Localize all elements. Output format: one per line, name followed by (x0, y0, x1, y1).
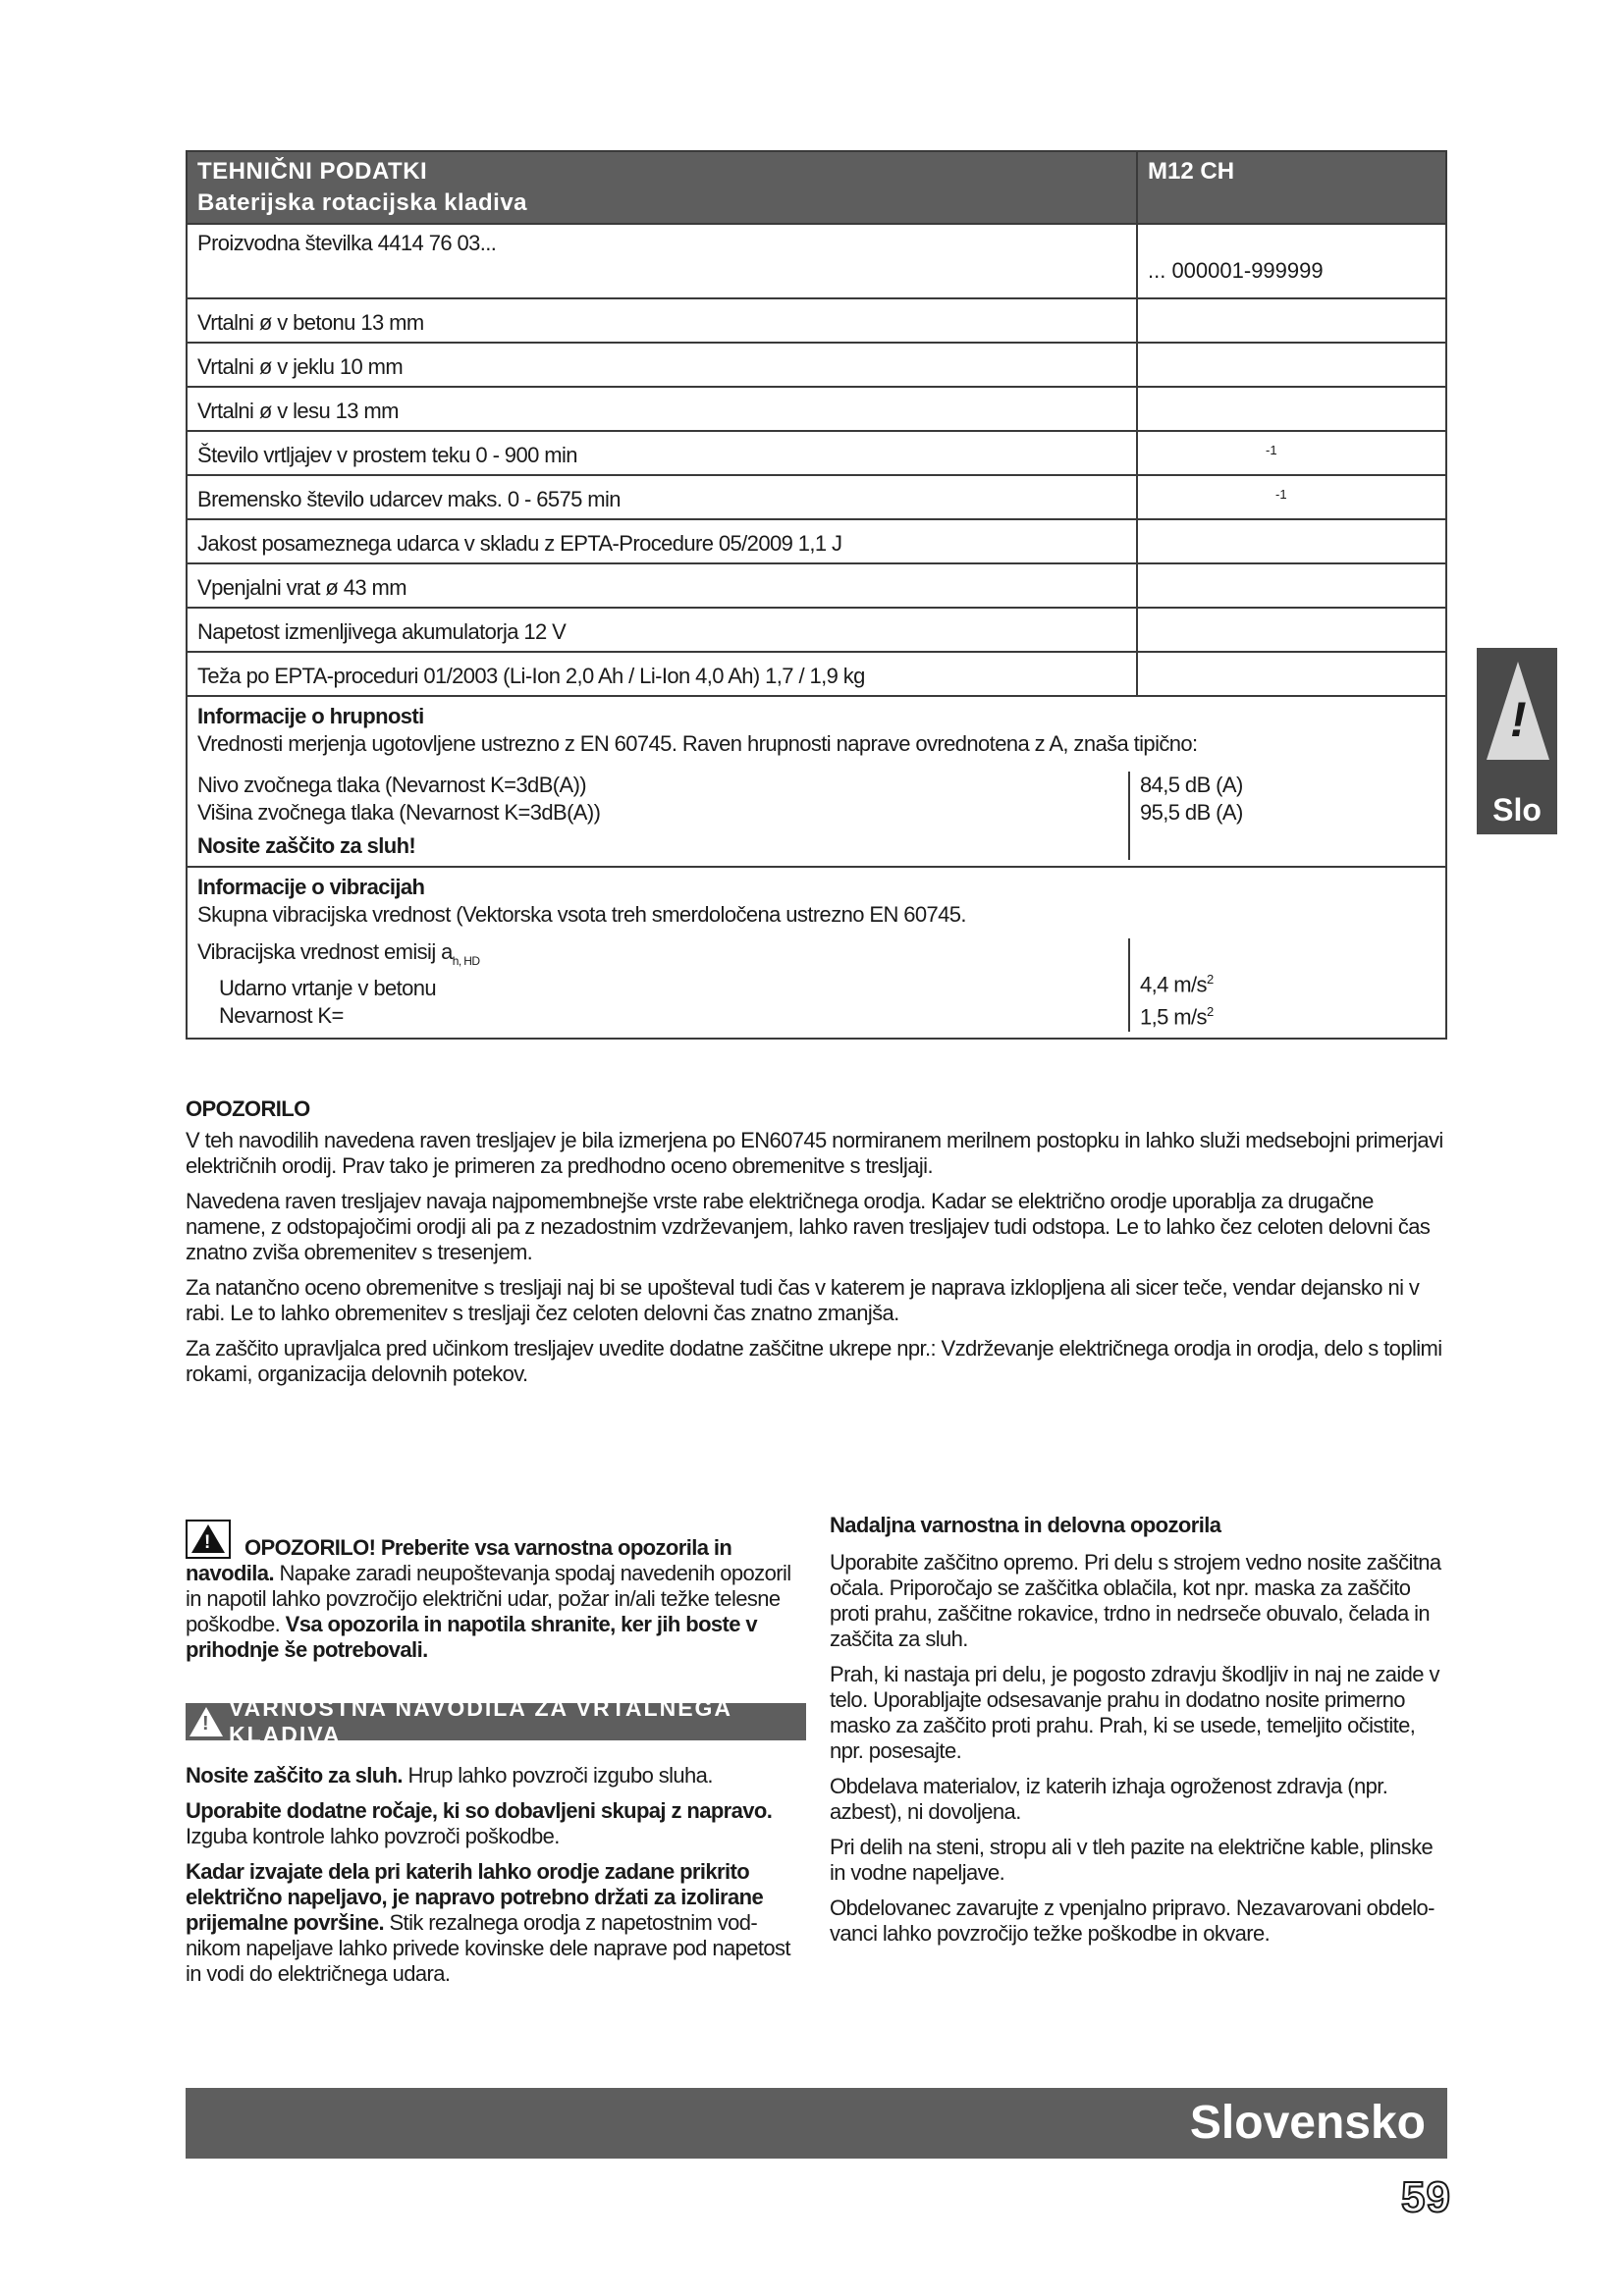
right-heading: Nadaljna varnostna in delovna opozorila (830, 1513, 1221, 1537)
vibration-section: Informacije o vibracijah Skupna vibracijska vrednost (Vektorska vsota treh smerdoločena ustrezno EN 60745. Vibracijska vrednost emisij $a_{h, HD}$ Udarno vrtanje v betonu Nevarnost K= 4,4 $m/s^2$ 1,5 $m/s^2$ (188, 868, 1445, 1038)
footer-language: Slovensko (1189, 2097, 1426, 2149)
table-row: Vrtalni ø v betonu 13 mm (188, 299, 1445, 344)
warning-icon: ! (189, 1707, 223, 1736)
table-row: Vpenjalni vrat ø 43 mm (188, 564, 1445, 609)
vibration-heading: Informacije o vibracijah (197, 875, 425, 899)
page-number: 59 (1401, 2173, 1451, 2221)
table-row: Število vrtljajev v prostem teku 0 - 900 min -1 (188, 432, 1445, 476)
noise-section: Informacije o hrupnosti Vrednosti merjenja ugotovljene ustrezno z EN 60745. Raven hrupnosti naprave ovrednotena z A, znaša tipično: Nivo zvočnega tlaka (Nevarnost K=3dB(A)) Višina zvočnega tlaka (Nevarnost K=3dB(A)) Nosite zaščito za sluh! 84,5 dB (A) 95,5 dB (A) (188, 697, 1445, 868)
table-row: Vrtalni ø v jeklu 10 mm (188, 344, 1445, 388)
right-column: Nadaljna varnostna in delovna opozorila Uporabite zaščitno opremo. Pri delu s strojem vedno nosite zaščitna očala. Priporočajo se zaščitka oblačila, kot npr. maska za zaščito proti prahu, zaščitne rokavice, trdno in nedrseče obuvalo, čelada in zaščita za sluh. Prah, ki nastaja pri delu, je pogosto zdravju škodljiv in naj ne zaide v telo. Uporabljajte odsesavanje prahu in dodatno nosite primerno masko za zaščito proti prahu. Prah, ki se usede, temeljito očistite, npr. posesajte. Obdelava materialov, iz katerih izhaja ogroženost zdravja (npr. azbest), ni dovoljena. Pri delih na steni, stropu ali v tleh pazite na električne kable, plinske in vodne napeljave. Obdelovanec zavarujte z vpenjalno pripravo. Nezavarovani obdelo-vanci lahko povzročijo težke poškodbe in okvare. (830, 1513, 1450, 1956)
table-header (188, 152, 1445, 225)
table-row: Napetost izmenljivega akumulatorja 12 V (188, 609, 1445, 653)
table-row: Jakost posameznega udarca v skladu z EPTA-Procedure 05/2009 1,1 J (188, 520, 1445, 564)
safety-section-bar: ! VARNOSTNA NAVODILA ZA VRTALNEGA KLADIVA (186, 1703, 806, 1740)
model-name: M12 CH (1148, 158, 1235, 185)
table-row: Vrtalni ø v lesu 13 mm (188, 388, 1445, 432)
technical-data-table (186, 150, 1447, 1040)
table-subtitle: Baterijska rotacijska kladiva (197, 189, 528, 216)
footer-bar (186, 2088, 1447, 2159)
table-row: Bremensko število udarcev maks. 0 - 6575 min -1 (188, 476, 1445, 520)
table-row: Teža po EPTA-proceduri 01/2003 (Li-Ion 2,0 Ah / Li-Ion 4,0 Ah) 1,7 / 1,9 kg (188, 653, 1445, 697)
language-code: Slo (1492, 792, 1542, 828)
table-row: Proizvodna številka 4414 76 03... ... 000001-999999 (188, 225, 1445, 299)
left-column-rules: Nosite zaščito za sluh. Hrup lahko povzroči izgubo sluha. Uporabite dodatne ročaje, ki so dobavljeni skupaj z napravo. Izguba kontrole lahko povzroči poškodbe. Kadar izvajate dela pri katerih lahko orodje zadane prikrito električno napeljavo, je napravo potrebno držati za izolirane prijemalne površine. Stik rezalnega orodja z napetostnim vod-nikom napeljave lahko privede kovinske dele naprave pod napetost in vodi do električnega udara. (186, 1763, 790, 1986)
vibration-warning-block: OPOZORILO V teh navodilih navedena raven tresljajev je bila izmerjena po EN60745 normiranem merilnem postopku in lahko služi medsebojni primerjavi električnih orodij. Prav tako je primeren za predhodno oceno obremenitve s tresljaji. Navedena raven tresljajev navaja najpomembnejše vrste rabe električnega orodja. Kadar se električno orodje uporablja za drugačne namene, z odstopajočimi orodji ali pa z nezadostnim vzdrževanjem, lahko raven tresljajev tudi odstopa. Le to lahko čez celoten delovni čas znatno zviša obremenitev s tresenjem. Za natančno oceno obremenitve s tresljaji naj bi se upošteval tudi čas v katerem je naprava izklopljena ali sicer teče, vendar dejansko ni v rabi. Le to lahko obremenitev s tresljaji čez celoten delovni čas znatno zmanjša. Za zaščito upravljalca pred učinkom tresljajev uvedite dodatne zaščitne ukrepe npr.: Vzdrževanje električnega orodja in orodja, delo s toplimi rokami, organizacija delovnih potekov. (186, 1096, 1452, 1397)
left-column: ! OPOZORILO! Preberite vsa varnostna opozorila in navodila. Napake zaradi neupoštevanja spodaj navedenih opozoril in napotil lahko povzročijo električni udar, požar in/ali težke telesne poškodbe. Vsa opozorila in napotila shranite, ker jih boste v prihodnje še potrebovali. (186, 1520, 806, 1684)
warning-heading: OPOZORILO (186, 1096, 310, 1121)
language-side-tab (1477, 648, 1557, 834)
warning-icon: ! (1487, 662, 1549, 760)
warning-icon: ! (186, 1520, 231, 1559)
noise-heading: Informacije o hrupnosti (197, 704, 424, 728)
table-title: TEHNIČNI PODATKI (197, 158, 428, 185)
hearing-protection-note: Nosite zaščito za sluh! (197, 833, 416, 858)
